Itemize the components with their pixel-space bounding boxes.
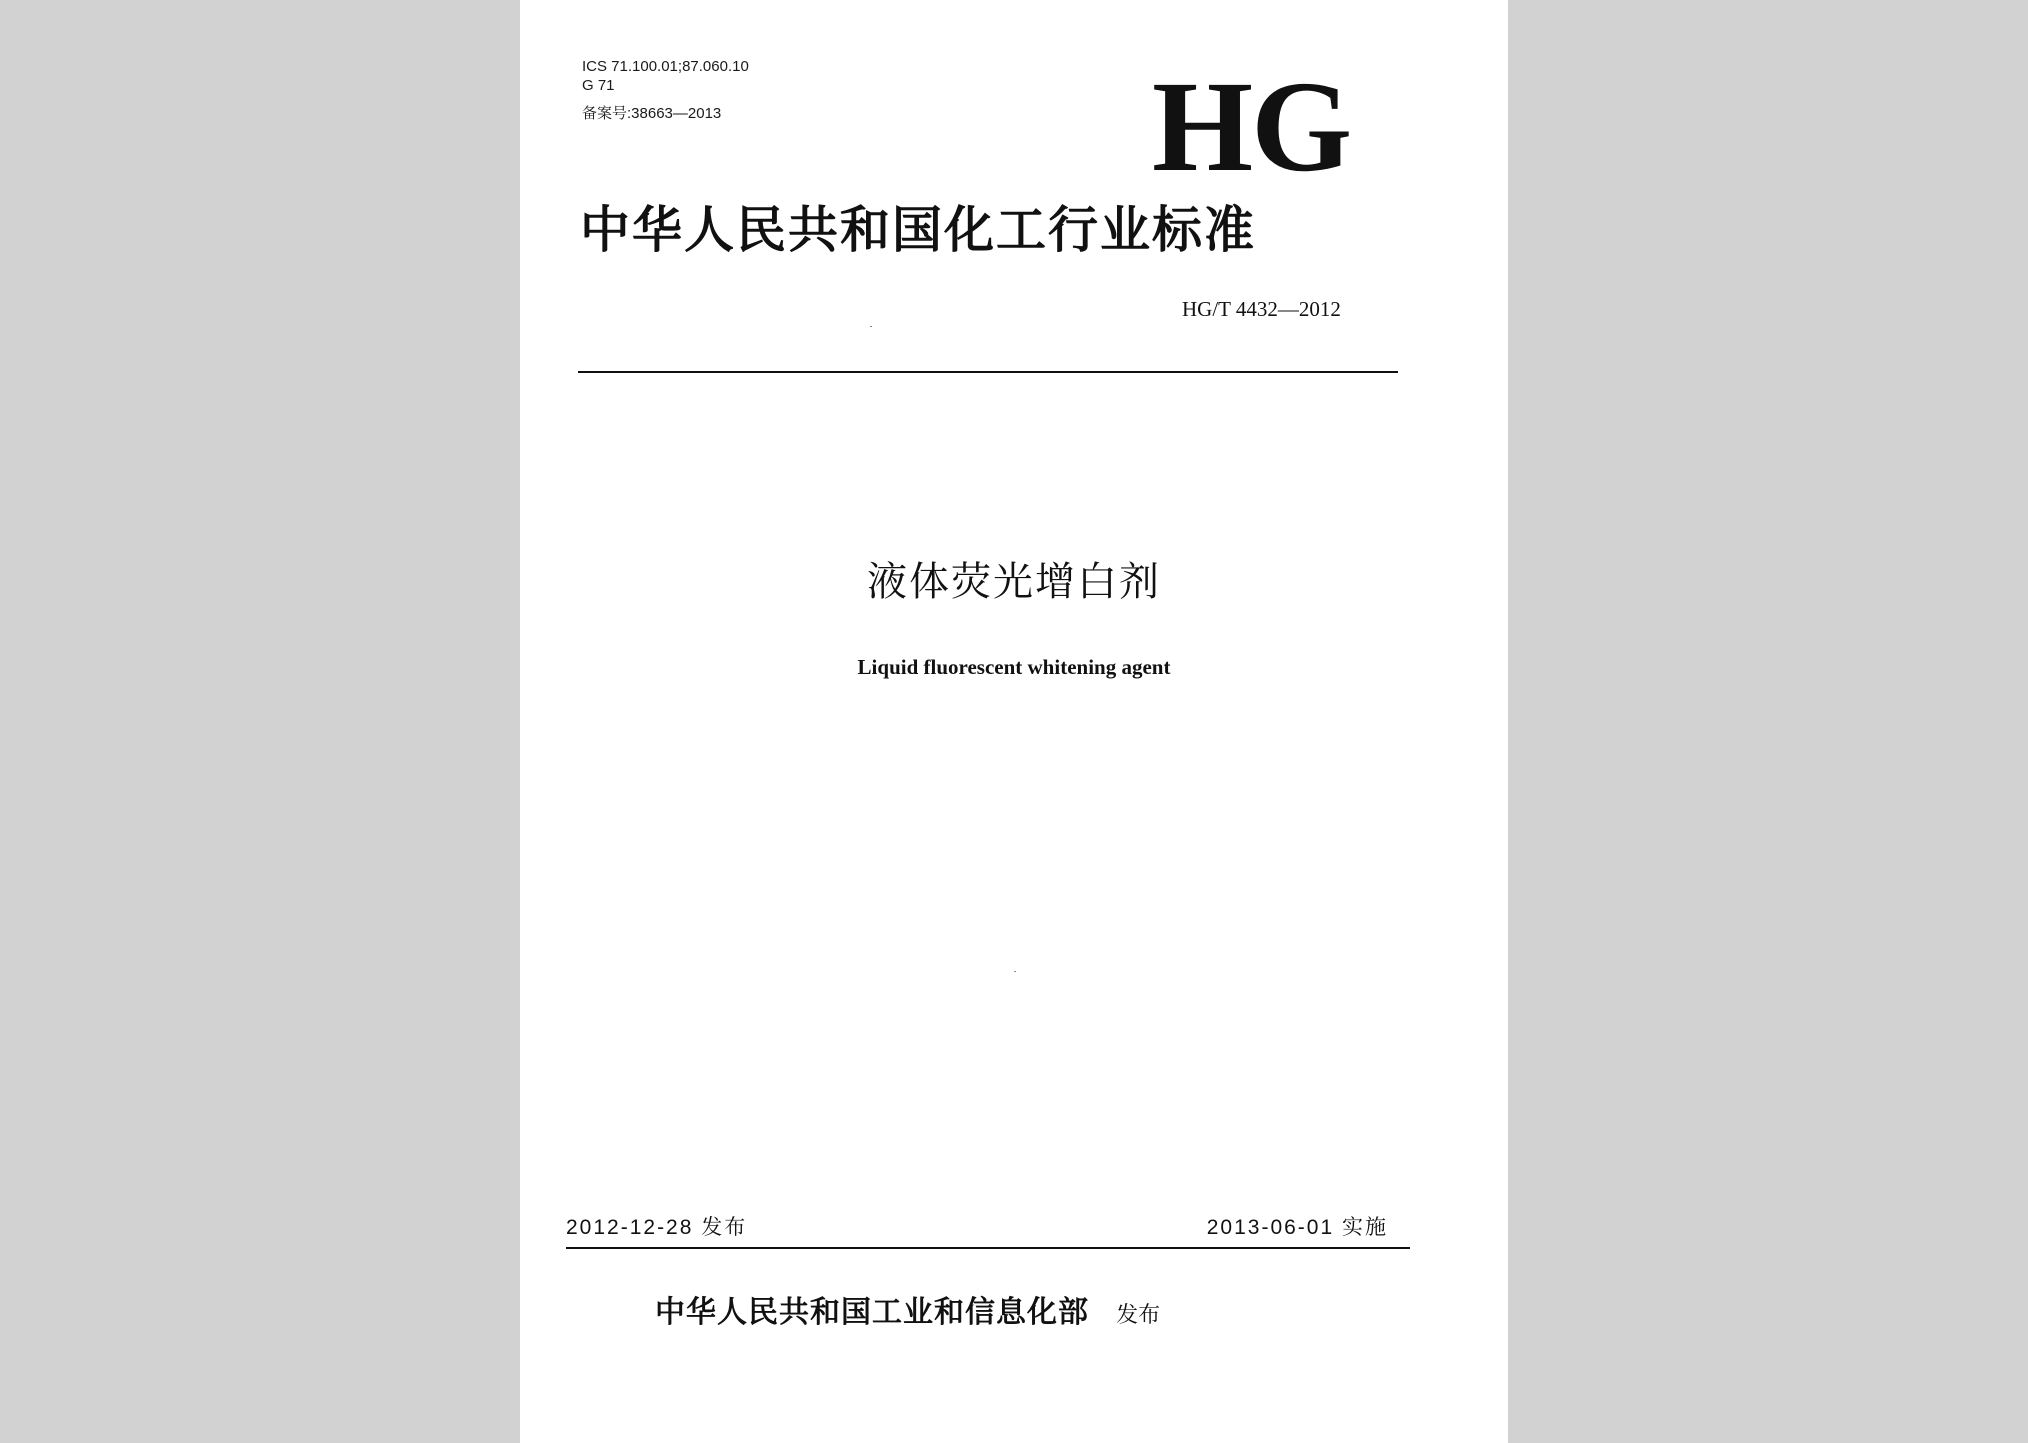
ics-code: ICS 71.100.01;87.060.10 bbox=[582, 58, 749, 75]
footer-divider bbox=[566, 1247, 1410, 1249]
implementation-date: 2013-06-01 实施 bbox=[1206, 1216, 1388, 1239]
standard-category-heading: 中华人民共和国化工行业标准 bbox=[580, 201, 1256, 259]
standard-number: HG/T 4432—2012 bbox=[1182, 297, 1341, 321]
scan-speck bbox=[1014, 971, 1016, 972]
publisher-action: 发布 bbox=[1116, 1303, 1161, 1328]
document-title-english: Liquid fluorescent whitening agent bbox=[857, 655, 1171, 679]
scan-speck bbox=[870, 326, 872, 327]
publisher-line bbox=[655, 1293, 1160, 1336]
issue-date: 2012-12-28 发布 bbox=[566, 1216, 748, 1239]
hg-logo: HG bbox=[1152, 55, 1351, 199]
document-title-chinese: 液体荧光增白剂 bbox=[867, 559, 1161, 605]
header-divider bbox=[578, 371, 1398, 373]
record-number: 备案号:38663—2013 bbox=[582, 105, 722, 122]
cover-page bbox=[520, 0, 1508, 1443]
ccs-code: G 71 bbox=[582, 77, 615, 94]
publisher-name: 中华人民共和国工业和信息化部 bbox=[655, 1295, 1089, 1330]
